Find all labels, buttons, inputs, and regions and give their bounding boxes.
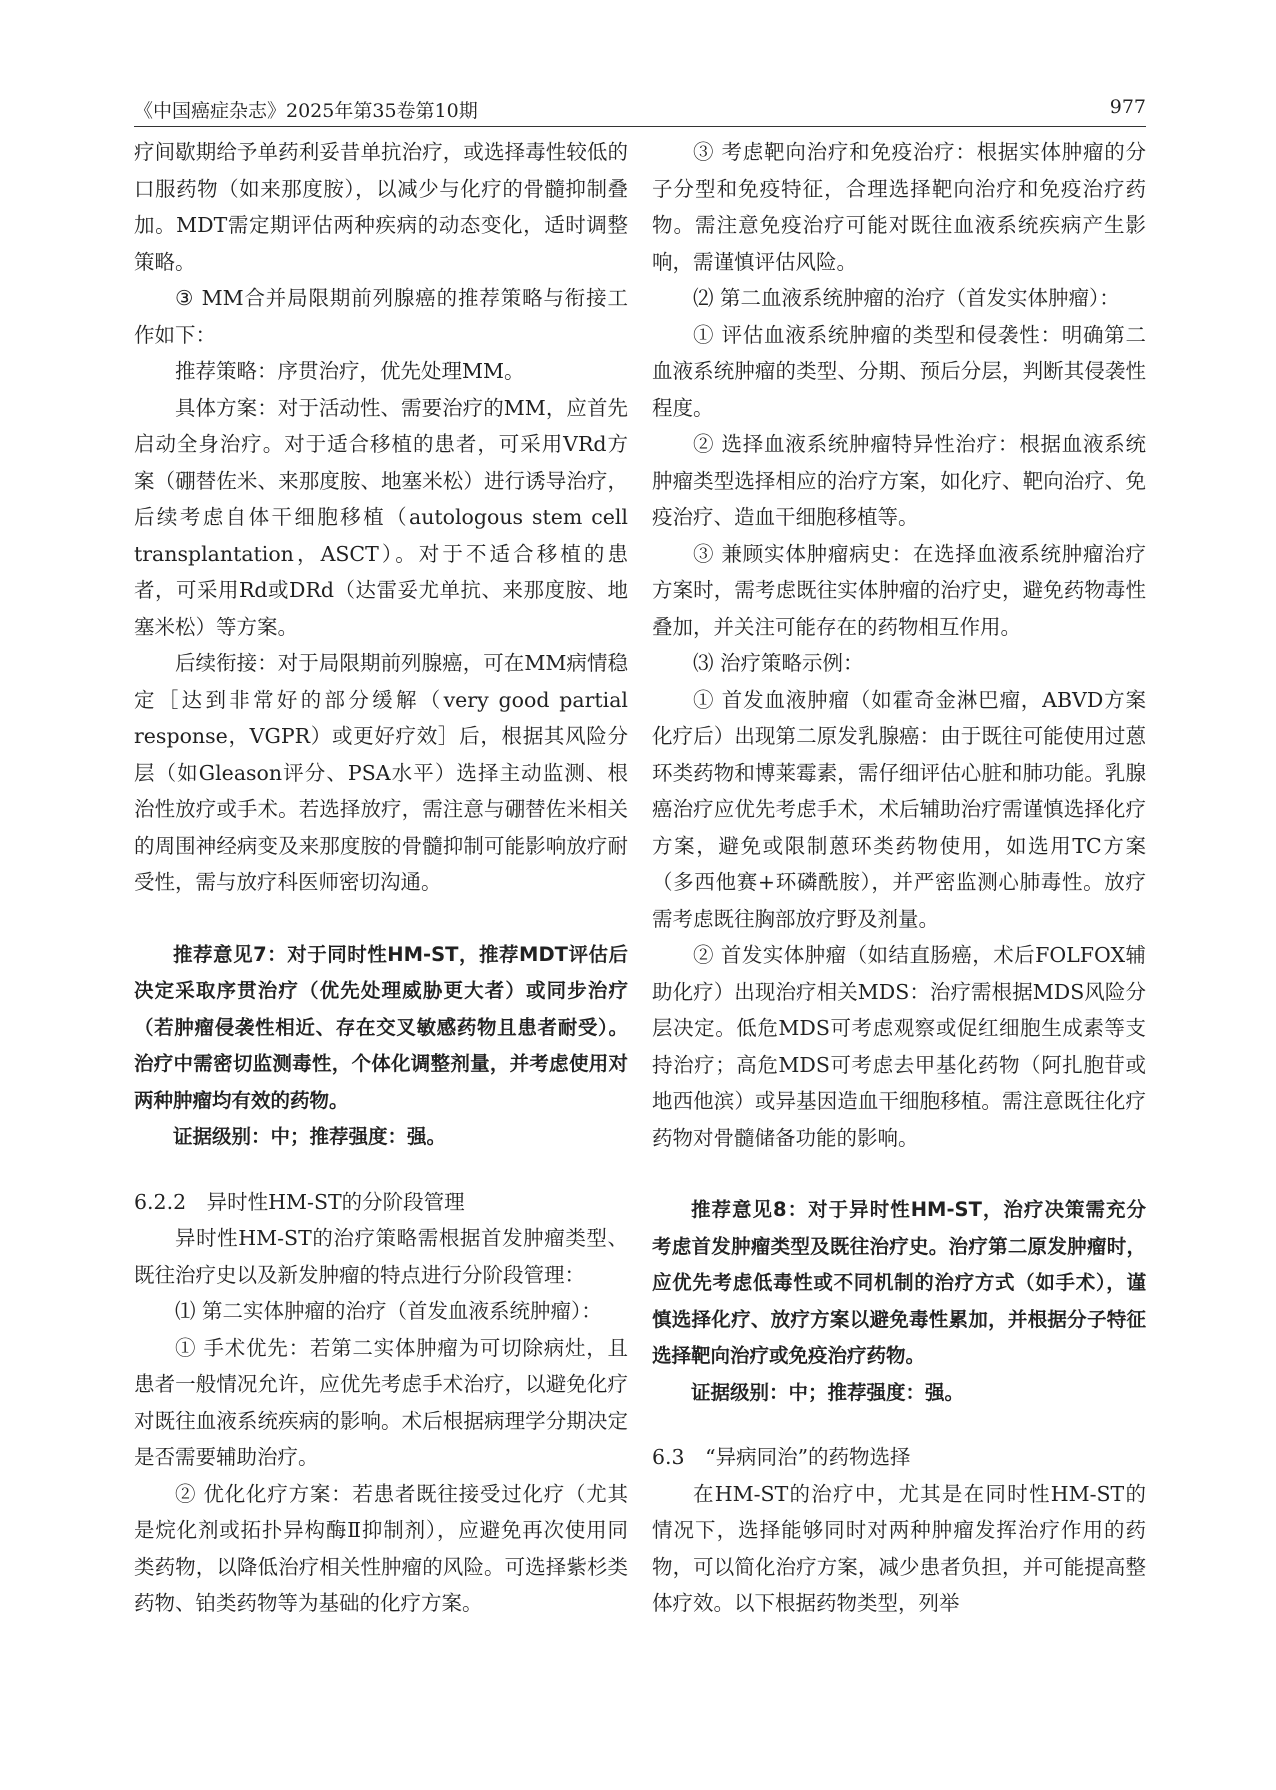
paragraph: 推荐策略：序贯治疗，优先处理MM。 [175, 359, 525, 383]
right-column [652, 134, 1146, 1622]
recommendation-7: 推荐意见7：对于同时性HM-ST，推荐MDT评估后决定采取序贯治疗（优先处理威胁更大者）或同步治疗（若肿瘤侵袭性相近、存在交叉敏感药物且患者耐受）。治疗中需密切监测毒性，个体化调整剂量，并考虑使用对两种肿瘤均有效的药物。 [134, 942, 628, 1112]
paragraph: ① 手术优先：若第二实体肿瘤为可切除病灶，且患者一般情况允许，应优先考虑手术治疗，以避免化疗对既往血液系统疾病的影响。术后根据病理学分期决定是否需要辅助治疗。 [134, 1335, 628, 1469]
paragraph: 疗间歇期给予单药利妥昔单抗治疗，或选择毒性较低的口服药物（如来那度胺），以减少与化疗的骨髓抑制叠加。MDT需定期评估两种疾病的动态变化，适时调整策略。 [134, 140, 628, 274]
paragraph: ② 优化化疗方案：若患者既往接受过化疗（尤其是烷化剂或拓扑异构酶Ⅱ抑制剂），应避免再次使用同类药物，以降低治疗相关性肿瘤的风险。可选择紫杉类药物、铂类药物等为基础的化疗方案。 [134, 1481, 628, 1615]
paragraph: ③ MM合并局限期前列腺癌的推荐策略与衔接工作如下： [134, 286, 628, 347]
evidence-level: 证据级别：中；推荐强度：强。 [173, 1125, 447, 1148]
paragraph: ② 选择血液系统肿瘤特异性治疗：根据血液系统肿瘤类型选择相应的治疗方案，如化疗、靶向治疗、免疫治疗、造血干细胞移植等。 [652, 432, 1146, 529]
paragraph: ⑴ 第二实体肿瘤的治疗（首发血液系统肿瘤）： [175, 1299, 602, 1323]
paragraph: ⑵ 第二血液系统肿瘤的治疗（首发实体肿瘤）： [693, 286, 1120, 310]
paragraph: 后续衔接：对于局限期前列腺癌，可在MM病情稳定［达到非常好的部分缓解（very good partial response，VGPR）或更好疗效］后，根据其风险分层（如Gleason评分、PSA水平）选择主动监测、根治性放疗或手术。若选择放疗，需注意与硼替佐米相关的周围神经病变及来那度胺的骨髓抑制可能影响放疗耐受性，需与放疗科医师密切沟通。 [134, 651, 628, 894]
page-number: 977 [1109, 96, 1146, 118]
header-rule [134, 126, 1146, 127]
section-heading-6-2-2: 6.2.2 异时性HM-ST的分阶段管理 [134, 1189, 465, 1214]
paragraph: 异时性HM-ST的治疗策略需根据首发肿瘤类型、既往治疗史以及新发肿瘤的特点进行分阶段管理： [134, 1226, 628, 1287]
left-column [134, 134, 628, 1622]
section-heading-6-3: 6.3 “异病同治”的药物选择 [652, 1445, 911, 1469]
paragraph: ⑶ 治疗策略示例： [693, 651, 864, 675]
paragraph: 具体方案：对于活动性、需要治疗的MM，应首先启动全身治疗。对于适合移植的患者，可采用VRd方案（硼替佐米、来那度胺、地塞米松）进行诱导治疗，后续考虑自体干细胞移植（autologous stem cell transplantation，ASCT）。对于不适合移植的患者，可采用Rd或DRd（达雷妥尤单抗、来那度胺、地塞米松）等方案。 [134, 395, 628, 639]
evidence-level: 证据级别：中；推荐强度：强。 [691, 1380, 965, 1404]
paragraph: 在HM-ST的治疗中，尤其是在同时性HM-ST的情况下，选择能够同时对两种肿瘤发挥治疗作用的药物，可以简化治疗方案，减少患者负担，并可能提高整体疗效。以下根据药物类型，列举 [652, 1481, 1146, 1615]
paragraph: ① 首发血液肿瘤（如霍奇金淋巴瘤，ABVD方案化疗后）出现第二原发乳腺癌：由于既往可能使用过蒽环类药物和博莱霉素，需仔细评估心脏和肺功能。乳腺癌治疗应优先考虑手术，术后辅助治疗需谨慎选择化疗方案，避免或限制蒽环类药物使用，如选用TC方案（多西他赛+环磷酰胺），并严密监测心肺毒性。放疗需考虑既往胸部放疗野及剂量。 [652, 687, 1146, 931]
paragraph: ② 首发实体肿瘤（如结直肠癌，术后FOLFOX辅助化疗）出现治疗相关MDS：治疗需根据MDS风险分层决定。低危MDS可考虑观察或促红细胞生成素等支持治疗；高危MDS可考虑去甲基化药物（阿扎胞苷或地西他滨）或异基因造血干细胞移植。需注意既往化疗药物对骨髓储备功能的影响。 [652, 943, 1146, 1150]
recommendation-8: 推荐意见8：对于异时性HM-ST，治疗决策需充分考虑首发肿瘤类型及既往治疗史。治疗第二原发肿瘤时，应优先考虑低毒性或不同机制的治疗方式（如手术），谨慎选择化疗、放疗方案以避免毒性累加，并根据分子特征选择靶向治疗或免疫治疗药物。 [652, 1198, 1146, 1367]
paragraph: ③ 兼顾实体肿瘤病史：在选择血液系统肿瘤治疗方案时，需考虑既往实体肿瘤的治疗史，避免药物毒性叠加，并关注可能存在的药物相互作用。 [652, 541, 1146, 639]
paragraph: ③ 考虑靶向治疗和免疫治疗：根据实体肿瘤的分子分型和免疫特征，合理选择靶向治疗和免疫治疗药物。需注意免疫治疗可能对既往血液系统疾病产生影响，需谨慎评估风险。 [652, 140, 1146, 274]
journal-title: 《中国癌症杂志》2025年第35卷第10期 [134, 100, 478, 122]
page-header [134, 96, 1146, 126]
paragraph: ① 评估血液系统肿瘤的类型和侵袭性：明确第二血液系统肿瘤的类型、分期、预后分层，判断其侵袭性程度。 [652, 322, 1146, 420]
